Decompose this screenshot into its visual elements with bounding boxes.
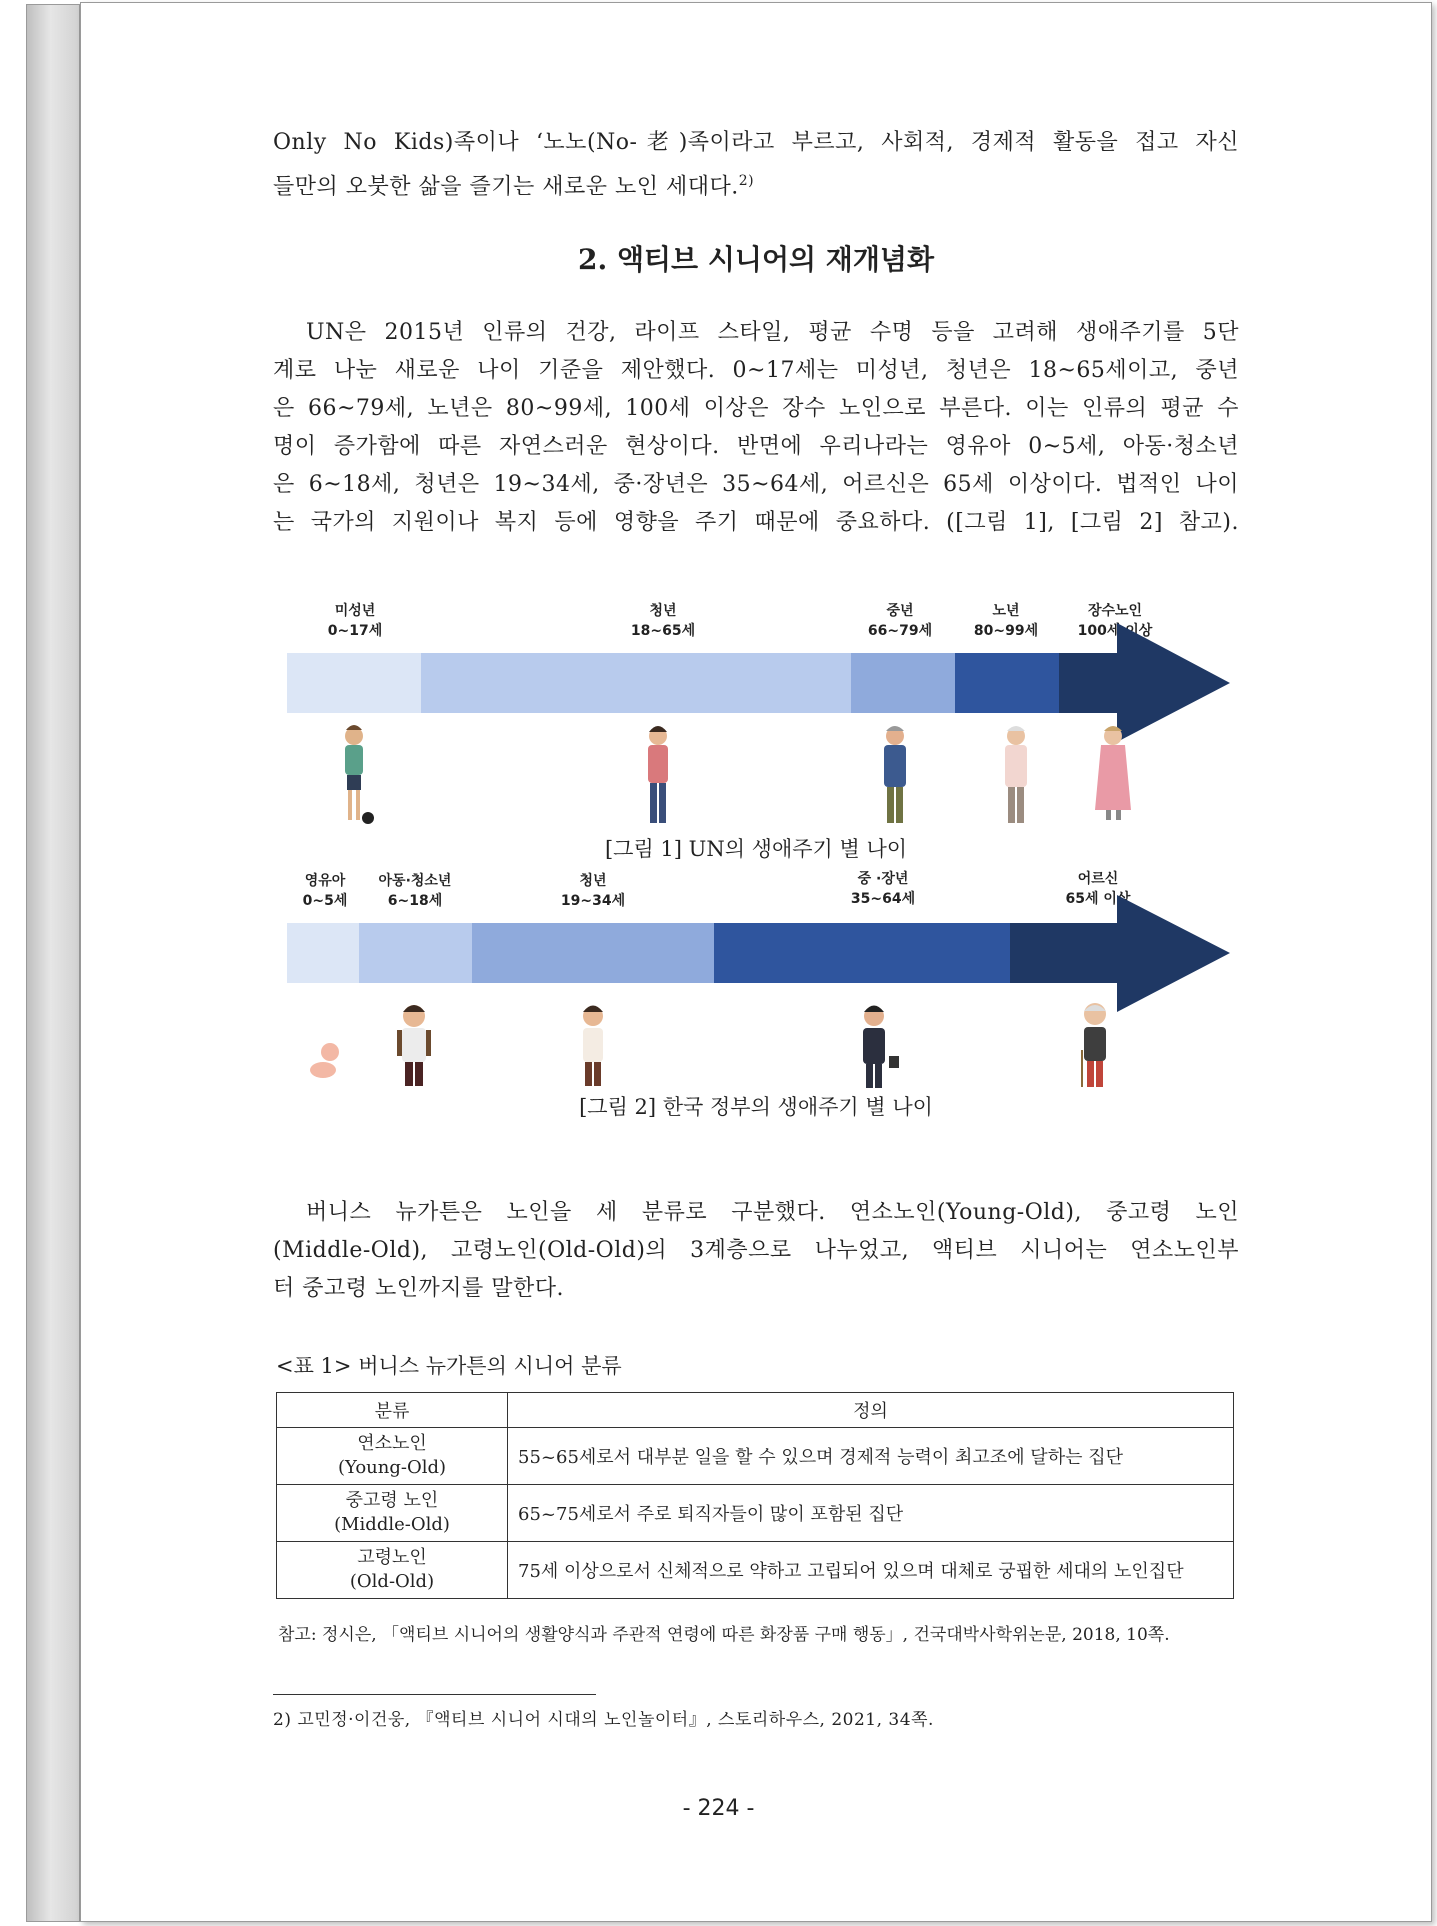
fig2-seg-2: [472, 923, 714, 983]
un-line-2: 계로 나눈 새로운 나이 기준을 제안했다. 0~17세는 미성년, 청년은 18~65세이고, 중년: [273, 358, 1239, 383]
table-row: [277, 1542, 1234, 1599]
fig1-label-middle-name: 중년: [886, 603, 914, 619]
un-line-6: 는 국가의 지원이나 복지 등에 영향을 주기 때문에 중요하다. ([그림 1], [그림 2] 참고).: [273, 510, 1239, 535]
fig1-seg-1: [421, 653, 851, 713]
fig1-label-minor-name: 미성년: [334, 603, 376, 619]
fig2-arrow: [287, 895, 1230, 1012]
fig1-label-youth-name: 청년: [649, 603, 677, 619]
category-name: 고령노인: [357, 1547, 427, 1568]
table-cell-category: [277, 1542, 508, 1599]
fig1-person-middle-icon: [884, 726, 906, 823]
intro-line-2-text: 들만의 오붓한 삶을 즐기는 새로운 노인 세대다.: [273, 174, 739, 200]
table-cell-definition: 75세 이상으로서 신체적으로 약하고 고립되어 있으며 대체로 궁핍한 세대의 노인집단: [508, 1542, 1234, 1599]
fig2-person-child-icon: [397, 1005, 431, 1086]
fig2-label-infant-name: 영유아: [304, 873, 346, 889]
footnote-divider: [273, 1694, 596, 1695]
un-line-3: 은 66~79세, 노년은 80~99세, 100세 이상은 장수 노인으로 부른다. 이는 인류의 평균 수: [273, 396, 1239, 421]
fig1-person-old-icon: [1005, 726, 1027, 823]
category-english: (Old-Old): [349, 1571, 435, 1592]
table-cell-category: [277, 1428, 508, 1485]
fig2-label-infant-range: 0~5세: [302, 893, 348, 909]
fig2-label-middle-range: 35~64세: [850, 891, 916, 907]
category-english: (Young-Old): [337, 1457, 447, 1478]
fig2-label-child-range: 6~18세: [387, 893, 443, 909]
fig1-label-youth-range: 18~65세: [630, 623, 696, 639]
fig2-label-youth-range: 19~34세: [560, 893, 626, 909]
neugarten-line-3: 터 중고령 노인까지를 말한다.: [273, 1276, 564, 1301]
table-cell-definition: 55~65세로서 대부분 일을 할 수 있으며 경제적 능력이 최고조에 달하는 집단: [508, 1428, 1234, 1485]
table-cell-definition: 65~75세로서 주로 퇴직자들이 많이 포함된 집단: [508, 1485, 1234, 1542]
fig1-label-longevity-range: 100세 이상: [1077, 623, 1153, 639]
fig2-label-senior-range: 65세 이상: [1065, 891, 1131, 907]
fig1-label-minor-range: 0~17세: [327, 623, 383, 639]
fig2-seg-1: [359, 923, 472, 983]
fig1-label-longevity-name: 장수노인: [1087, 603, 1143, 619]
table-header-definition: 정의: [508, 1393, 1234, 1428]
fig1-seg-0: [287, 653, 421, 713]
section-heading: 2. 액티브 시니어의 재개념화: [577, 243, 934, 276]
table-row: [277, 1485, 1234, 1542]
fig2-person-middle-icon: [863, 1006, 899, 1089]
fig1-label-middle-range: 66~79세: [867, 623, 933, 639]
fig2-person-infant-icon: [310, 1043, 339, 1078]
fig1-seg-3: [955, 653, 1059, 713]
figure1-caption: [그림 1] UN의 생애주기 별 나이: [604, 837, 908, 861]
neugarten-line-2: (Middle-Old), 고령노인(Old-Old)의 3계층으로 나누었고, 액티브 시니어는 연소노인부: [273, 1238, 1239, 1263]
page-number: - 224 -: [682, 1796, 755, 1821]
fig2-label-youth-name: 청년: [579, 873, 607, 889]
fig1-arrow: [287, 623, 1230, 742]
figure2-caption: [그림 2] 한국 정부의 생애주기 별 나이: [579, 1095, 933, 1119]
fig1-seg-2: [851, 653, 955, 713]
intro-line-1: Only No Kids)족이나 ‘노노(No-老)족이라고 부르고, 사회적, 경제적 활동을 접고 자신: [273, 130, 1239, 155]
table1: [276, 1392, 1234, 1599]
fig2-seg-3: [714, 923, 1010, 983]
fig1-arrowhead: [1059, 623, 1230, 742]
fig1-person-minor-icon: [345, 725, 374, 824]
fig2-seg-0: [287, 923, 359, 983]
fig2-label-senior-name: 어르신: [1077, 871, 1119, 887]
table1-source-note: 참고: 정시은, 「액티브 시니어의 생활양식과 주관적 연령에 따른 화장품 구매 행동」, 건국대박사학위논문, 2018, 10쪽.: [278, 1625, 1170, 1645]
un-line-1: UN은 2015년 인류의 건강, 라이프 스타일, 평균 수명 등을 고려해 생애주기를 5단: [306, 320, 1239, 345]
fig2-label-child-name: 아동·청소년: [378, 873, 452, 889]
table-cell-category: [277, 1485, 508, 1542]
fig2-person-youth-icon: [583, 1006, 603, 1087]
category-name: 연소노인: [357, 1433, 427, 1454]
neugarten-line-1: 버니스 뉴가튼은 노인을 세 분류로 구분했다. 연소노인(Young-Old), 중고령 노인: [306, 1200, 1239, 1225]
fig2-label-middle-name: 중 ·장년: [857, 871, 909, 887]
table-row: [277, 1428, 1234, 1485]
fig1-label-old-range: 80~99세: [973, 623, 1039, 639]
table-header-category: 분류: [277, 1393, 508, 1428]
fig1-person-longevity-icon: [1095, 726, 1131, 820]
fig1-person-youth-icon: [648, 726, 668, 823]
fig2-person-senior-icon: [1081, 1003, 1106, 1087]
footnote-ref: 2): [738, 173, 755, 189]
table1-title: <표 1> 버니스 뉴가튼의 시니어 분류: [276, 1354, 622, 1378]
table-header-row: [277, 1393, 1234, 1428]
category-name: 중고령 노인: [345, 1490, 439, 1511]
category-english: (Middle-Old): [334, 1514, 450, 1535]
footnote: 2) 고민정·이건웅, 『액티브 시니어 시대의 노인놀이터』, 스토리하우스, 2021, 34쪽.: [273, 1710, 934, 1730]
fig1-label-old-name: 노년: [992, 603, 1020, 619]
fig2-arrowhead: [1010, 895, 1230, 1012]
un-line-4: 명이 증가함에 따른 자연스러운 현상이다. 반면에 우리나라는 영유아 0~5세, 아동·청소년: [273, 434, 1239, 459]
un-line-5: 은 6~18세, 청년은 19~34세, 중·장년은 35~64세, 어르신은 65세 이상이다. 법적인 나이: [273, 472, 1239, 497]
